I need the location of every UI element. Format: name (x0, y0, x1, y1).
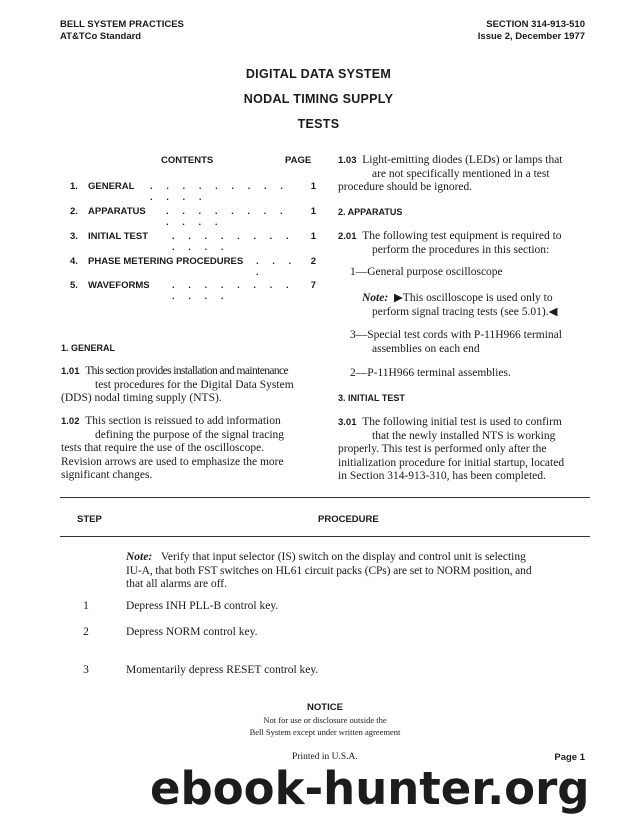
step-text: Depress NORM control key. (126, 626, 258, 638)
paragraph-1-01: 1.01 This section provides installation and maintenance test procedures for the Digital Data System (DDS) nodal timing supply (NTS). (61, 365, 294, 404)
notice-heading: NOTICE (307, 702, 343, 713)
toc-item: 5. WAVEFORMS . . . . . . . . . . . . 7 (70, 280, 316, 302)
paragraph-1-03: 1.03 Light-emitting diodes (LEDs) or lamps that are not specifically mentioned in a test procedure should be ignored. (338, 154, 563, 193)
procedure-note: Note: Verify that input selector (IS) switch on the display and control unit is selecting IU-A, that both FST switches on HL61 circuit packs (CPs) are set to NORM position, and that all alarms are off. (126, 551, 532, 590)
title-line3: TESTS (297, 117, 340, 131)
toc-contents-label: CONTENTS (161, 155, 214, 166)
paragraph-2-01: 2.01 The following test equipment is required to perform the procedures in this section: (338, 230, 562, 256)
note-label: Note: (362, 292, 389, 304)
header-issue: Issue 2, December 1977 (477, 31, 585, 42)
procedure-note-label: Note: (126, 551, 153, 563)
initial-test-heading: 3. INITIAL TEST (338, 393, 405, 403)
page-number: Page 1 (554, 752, 585, 763)
notice-line2: Bell System except under written agreement (249, 727, 401, 737)
title-line2: NODAL TIMING SUPPLY (243, 92, 394, 106)
apparatus-item-2: 2—P-11H966 terminal assemblies. (350, 367, 511, 379)
apparatus-item-3: 3—Special test cords with P-11H966 terminal assemblies on each end (350, 329, 562, 355)
paragraph-1-02: 1.02 This section is reissued to add information defining the purpose of the signal tracing tests that require the use of the oscilloscope. Revision arrows are used to emphasize the more significant changes. (61, 415, 285, 481)
procedure-top-rule (60, 497, 590, 498)
step-number: 1 (83, 600, 89, 612)
general-heading: 1. GENERAL (61, 343, 116, 353)
toc-item: 4. PHASE METERING PROCEDURES . . . . 2 (70, 256, 316, 278)
header-left (60, 19, 184, 43)
procedure-header-rule (60, 536, 590, 537)
watermark: ebook-hunter.org (150, 762, 590, 815)
toc-item: 1. GENERAL . . . . . . . . . . . . . 1 (70, 181, 316, 203)
printed-in: Printed in U.S.A. (292, 752, 358, 762)
notice-line1: Not for use or disclosure outside the (263, 715, 387, 725)
title-line1: DIGITAL DATA SYSTEM (245, 67, 392, 81)
toc-item: 3. INITIAL TEST . . . . . . . . . . . . 1 (70, 231, 316, 253)
step-text: Momentarily depress RESET control key. (126, 664, 319, 676)
step-number: 2 (83, 626, 89, 638)
apparatus-heading: 2. APPARATUS (338, 207, 403, 217)
step-text: Depress INH PLL-B control key. (126, 600, 279, 612)
header-practices: BELL SYSTEM PRACTICES (60, 19, 184, 30)
apparatus-note: Note: ▶This oscilloscope is used only to perform signal tracing tests (see 5.01).◀ (362, 292, 558, 318)
revision-arrow-icon: ▶ (393, 292, 403, 304)
toc-item: 2. APPARATUS . . . . . . . . . . . . 1 (70, 206, 316, 228)
paragraph-3-01: 3.01 The following initial test is used to confirm that the newly installed NTS is working properly. This test is performed only after the initialization procedure for initial startup, located in Section 314-913-310, has been completed. (338, 416, 565, 482)
procedure-column-header: PROCEDURE (318, 514, 379, 525)
step-column-header: STEP (77, 514, 102, 525)
revision-arrow-icon: ◀ (548, 305, 558, 318)
apparatus-item-1: 1—General purpose oscilloscope (350, 266, 503, 278)
header-right (478, 19, 585, 43)
header-section: SECTION 314-913-510 (486, 19, 585, 30)
step-number: 3 (83, 664, 89, 676)
header-standard: AT&TCo Standard (60, 31, 142, 42)
toc-page-label: PAGE (285, 155, 312, 166)
